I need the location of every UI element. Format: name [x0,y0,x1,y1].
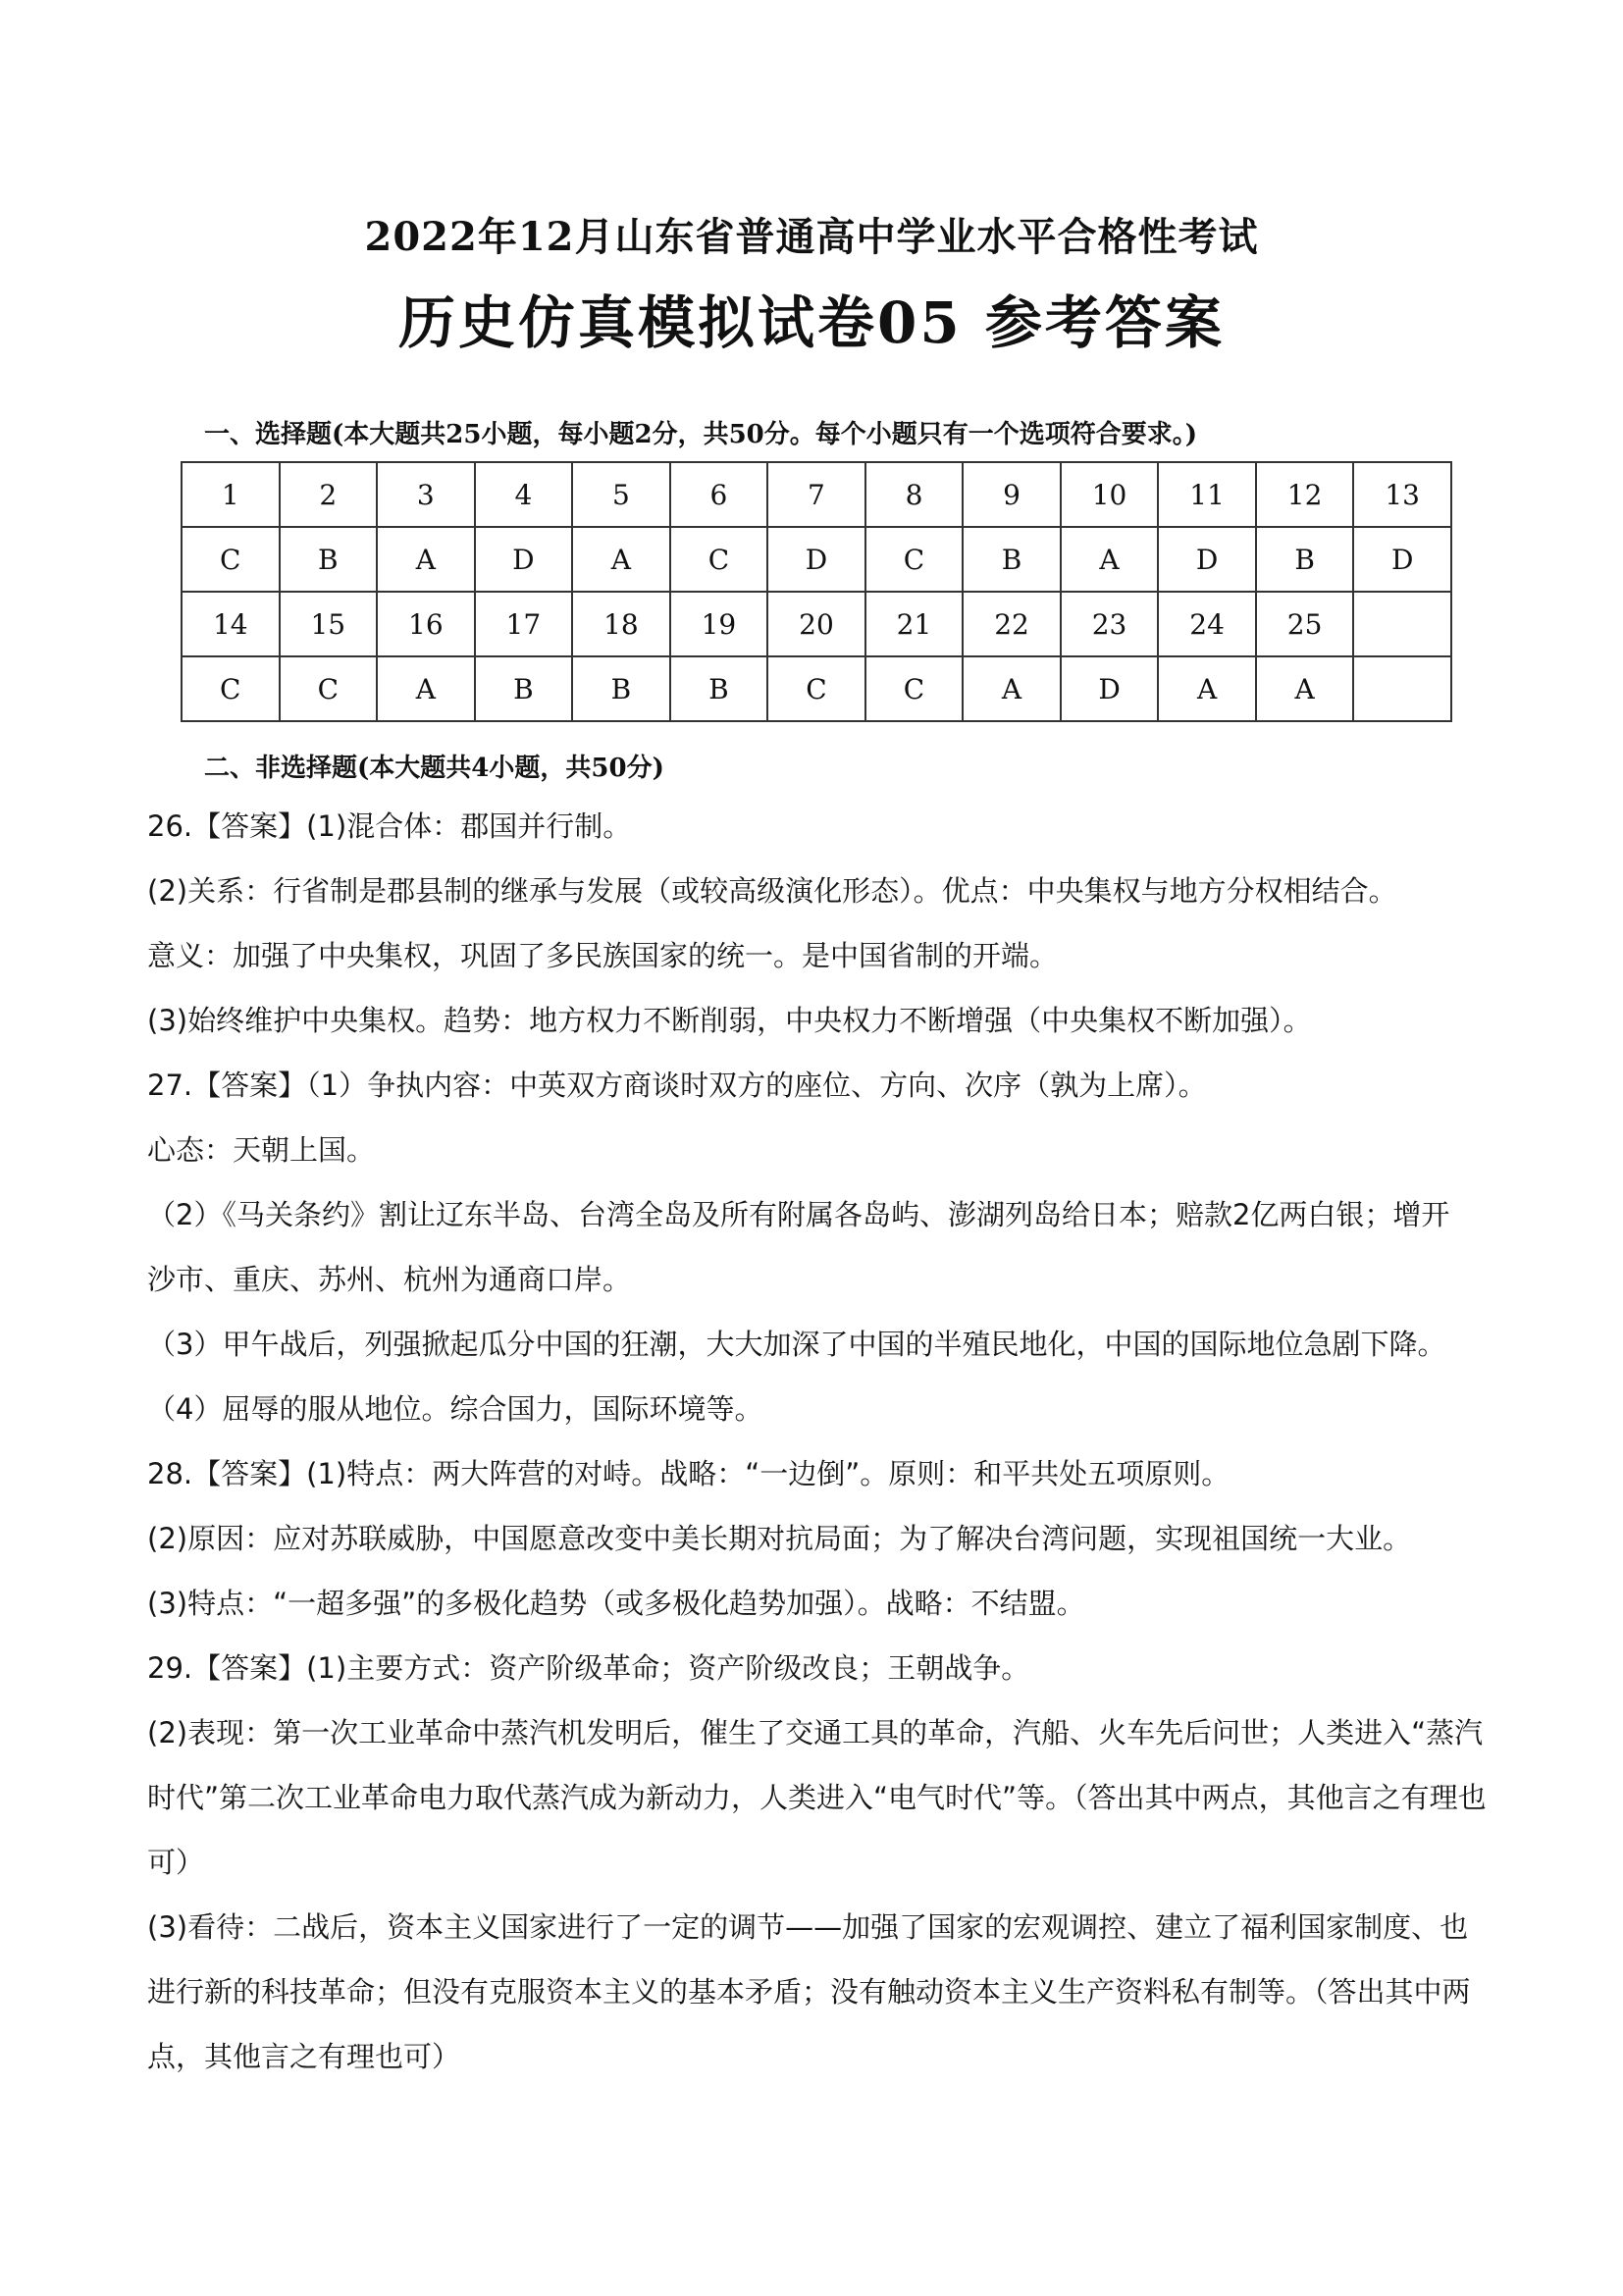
answer-line: (2)原因：应对苏联威胁，中国愿意改变中美长期对抗局面；为了解决台湾问题，实现祖国统一大业。 [147,1522,1412,1555]
table-cell: 6 [670,462,768,527]
answer-line: 时代”第二次工业革命电力取代蒸汽成为新动力，人类进入“电气时代”等。（答出其中两点，其他言之有理也 [147,1781,1487,1814]
exam-title: 2022年12月山东省普通高中学业水平合格性考试 [364,214,1259,260]
table-cell: 1 [182,462,280,527]
table-cell: 16 [377,592,475,656]
answer-line: 进行新的科技革命；但没有克服资本主义的基本矛盾；没有触动资本主义生产资料私有制等。（答出其中两 [147,1975,1471,2009]
answer-line: 28.【答案】(1)特点：两大阵营的对峙。战略：“一边倒”。原则：和平共处五项原则。 [147,1457,1230,1490]
table-cell: B [280,527,378,592]
table-cell: D [1158,527,1256,592]
answer-line: 27.【答案】（1）争执内容：中英双方商谈时双方的座位、方向、次序（孰为上席）。 [147,1069,1207,1102]
answer-line: 意义：加强了中央集权，巩固了多民族国家的统一。是中国省制的开端。 [147,939,1059,972]
answer-line: 29.【答案】(1)主要方式：资产阶级革命；资产阶级改良；王朝战争。 [147,1651,1030,1685]
table-cell: A [1256,656,1354,721]
table-row [182,462,1451,527]
table-cell: B [1256,527,1354,592]
table-cell: D [767,527,865,592]
table-cell: D [1353,527,1451,592]
answer-line: 沙市、重庆、苏州、杭州为通商口岸。 [147,1263,632,1296]
table-cell [1353,656,1451,721]
table-cell: A [1061,527,1159,592]
table-row [182,592,1451,656]
table-cell: D [1061,656,1159,721]
table-cell: 7 [767,462,865,527]
table-cell: 11 [1158,462,1256,527]
table-cell: 8 [865,462,964,527]
table-cell: 5 [572,462,670,527]
table-cell: C [280,656,378,721]
table-cell: 15 [280,592,378,656]
table-cell: 20 [767,592,865,656]
answer-table [181,461,1452,722]
table-cell: A [572,527,670,592]
table-cell: 12 [1256,462,1354,527]
answer-line: 26.【答案】(1)混合体：郡国并行制。 [147,809,632,843]
table-cell: 14 [182,592,280,656]
table-cell: C [767,656,865,721]
table-cell: B [963,527,1061,592]
table-cell: 22 [963,592,1061,656]
table-cell: A [377,527,475,592]
paper-title: 历史仿真模拟试卷05 参考答案 [398,289,1225,356]
table-cell: A [963,656,1061,721]
table-cell: 18 [572,592,670,656]
table-row [182,656,1451,721]
answer-line: 可） [147,1846,205,1879]
table-cell: 10 [1061,462,1159,527]
table-cell: A [377,656,475,721]
answer-line: 心态：天朝上国。 [147,1133,376,1167]
table-cell: C [182,656,280,721]
table-cell: C [865,656,964,721]
table-cell: B [670,656,768,721]
answer-line: (3)始终维护中央集权。趋势：地方权力不断削弱，中央权力不断增强（中央集权不断加强）。 [147,1004,1312,1037]
table-cell: 19 [670,592,768,656]
answer-line: (2)表现：第一次工业革命中蒸汽机发明后，催生了交通工具的革命，汽船、火车先后问世；人类进入“蒸汽 [147,1716,1484,1749]
table-cell: 9 [963,462,1061,527]
table-cell: 17 [475,592,573,656]
table-cell: B [572,656,670,721]
table-cell: 25 [1256,592,1354,656]
table-cell: A [1158,656,1256,721]
answer-line: 点，其他言之有理也可） [147,2040,461,2073]
table-cell: C [865,527,964,592]
section1-heading: 一、选择题(本大题共25小题，每小题2分，共50分。每个小题只有一个选项符合要求。) [204,420,1198,449]
table-cell: 3 [377,462,475,527]
table-cell: 23 [1061,592,1159,656]
table-cell [1353,592,1451,656]
table-cell: 4 [475,462,573,527]
table-cell: 2 [280,462,378,527]
answer-line: (3)看待：二战后，资本主义国家进行了一定的调节——加强了国家的宏观调控、建立了福利国家制度、也 [147,1910,1469,1944]
table-cell: B [475,656,573,721]
section2-heading: 二、非选择题(本大题共4小题，共50分) [204,754,664,783]
table-cell: D [475,527,573,592]
answer-line: (2)关系：行省制是郡县制的继承与发展（或较高级演化形态）。优点：中央集权与地方分权相结合。 [147,874,1397,908]
answer-line: （2）《马关条约》割让辽东半岛、台湾全岛及所有附属各岛屿、澎湖列岛给日本；赔款2亿两白银；增开 [147,1198,1450,1231]
answer-line: (3)特点：“一超多强”的多极化趋势（或多极化趋势加强）。战略：不结盟。 [147,1587,1085,1620]
table-cell: C [182,527,280,592]
answer-line: （3）甲午战后，列强掀起瓜分中国的狂潮，大大加深了中国的半殖民地化，中国的国际地位急剧下降。 [147,1328,1446,1361]
table-cell: 13 [1353,462,1451,527]
table-cell: C [670,527,768,592]
table-cell: 21 [865,592,964,656]
table-cell: 24 [1158,592,1256,656]
table-row [182,527,1451,592]
answer-line: （4）屈辱的服从地位。综合国力，国际环境等。 [147,1392,763,1426]
